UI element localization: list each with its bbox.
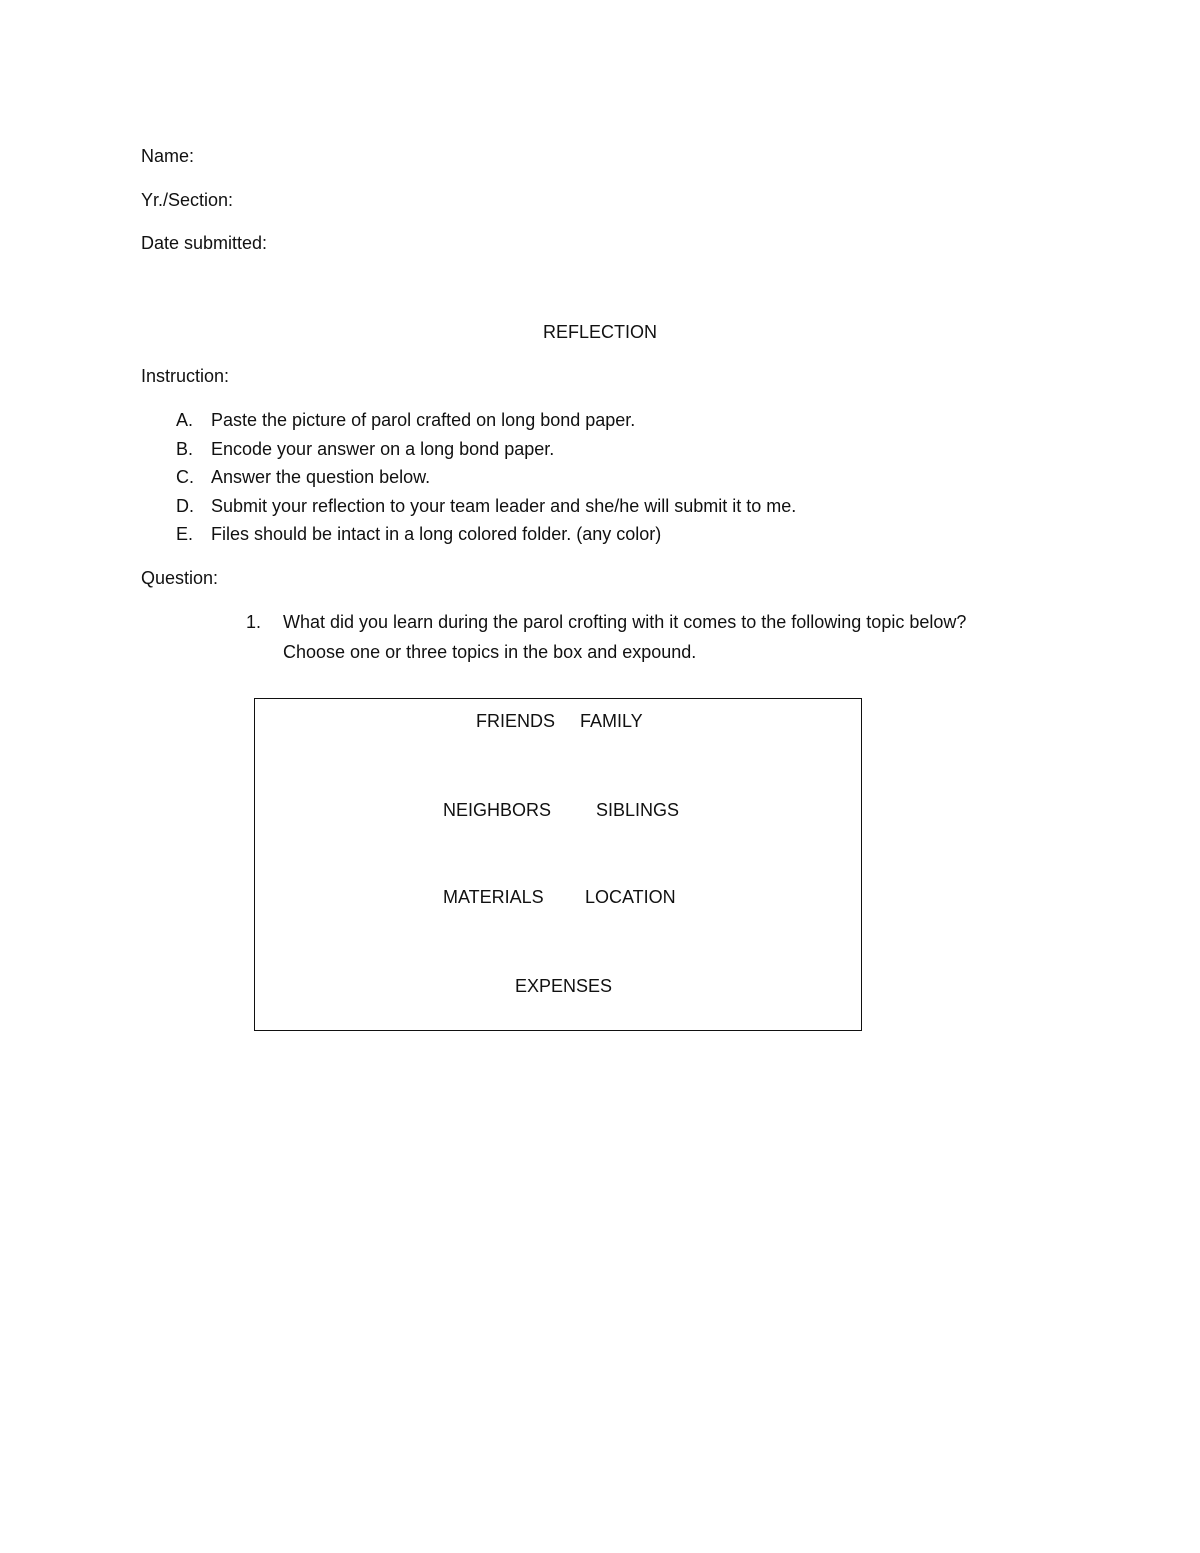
- topic-neighbors: NEIGHBORS: [443, 800, 552, 820]
- instruction-item: [176, 438, 554, 460]
- topic-location: LOCATION: [585, 887, 676, 907]
- instruction-marker: A.: [176, 410, 194, 430]
- topic-friends: FRIENDS: [476, 711, 556, 731]
- topic-family: FAMILY: [580, 711, 643, 731]
- date-submitted-label: Date submitted:: [141, 233, 268, 253]
- instruction-text: Submit your reflection to your team leader and she/he will submit it to me.: [211, 496, 797, 516]
- instruction-marker: B.: [176, 439, 194, 459]
- instruction-text: Answer the question below.: [211, 467, 431, 487]
- instruction-text: Paste the picture of parol crafted on long bond paper.: [211, 410, 636, 430]
- page-title: REFLECTION: [542, 322, 657, 342]
- instruction-heading: Instruction:: [141, 366, 230, 386]
- question-heading: Question:: [141, 568, 219, 588]
- name-field-label: Name:: [141, 146, 195, 166]
- question-number: 1.: [246, 612, 262, 632]
- topics-box: [254, 698, 862, 1031]
- instruction-item: [176, 495, 796, 517]
- instruction-item: [176, 523, 661, 545]
- topic-expenses: EXPENSES: [515, 976, 613, 996]
- instruction-marker: E.: [176, 524, 194, 544]
- question-text-line-1: What did you learn during the parol crofting with it comes to the following topic below?: [283, 612, 967, 632]
- section-field-label: Yr./Section:: [141, 190, 234, 210]
- topic-siblings: SIBLINGS: [596, 800, 680, 820]
- instruction-item: [176, 409, 635, 431]
- topic-materials: MATERIALS: [443, 887, 544, 907]
- instruction-text: Files should be intact in a long colored folder. (any color): [211, 524, 662, 544]
- instruction-marker: D.: [176, 496, 194, 516]
- question-text-line-2: Choose one or three topics in the box and expound.: [283, 642, 697, 662]
- instruction-text: Encode your answer on a long bond paper.: [211, 439, 555, 459]
- instruction-marker: C.: [176, 467, 194, 487]
- instruction-item: [176, 466, 430, 488]
